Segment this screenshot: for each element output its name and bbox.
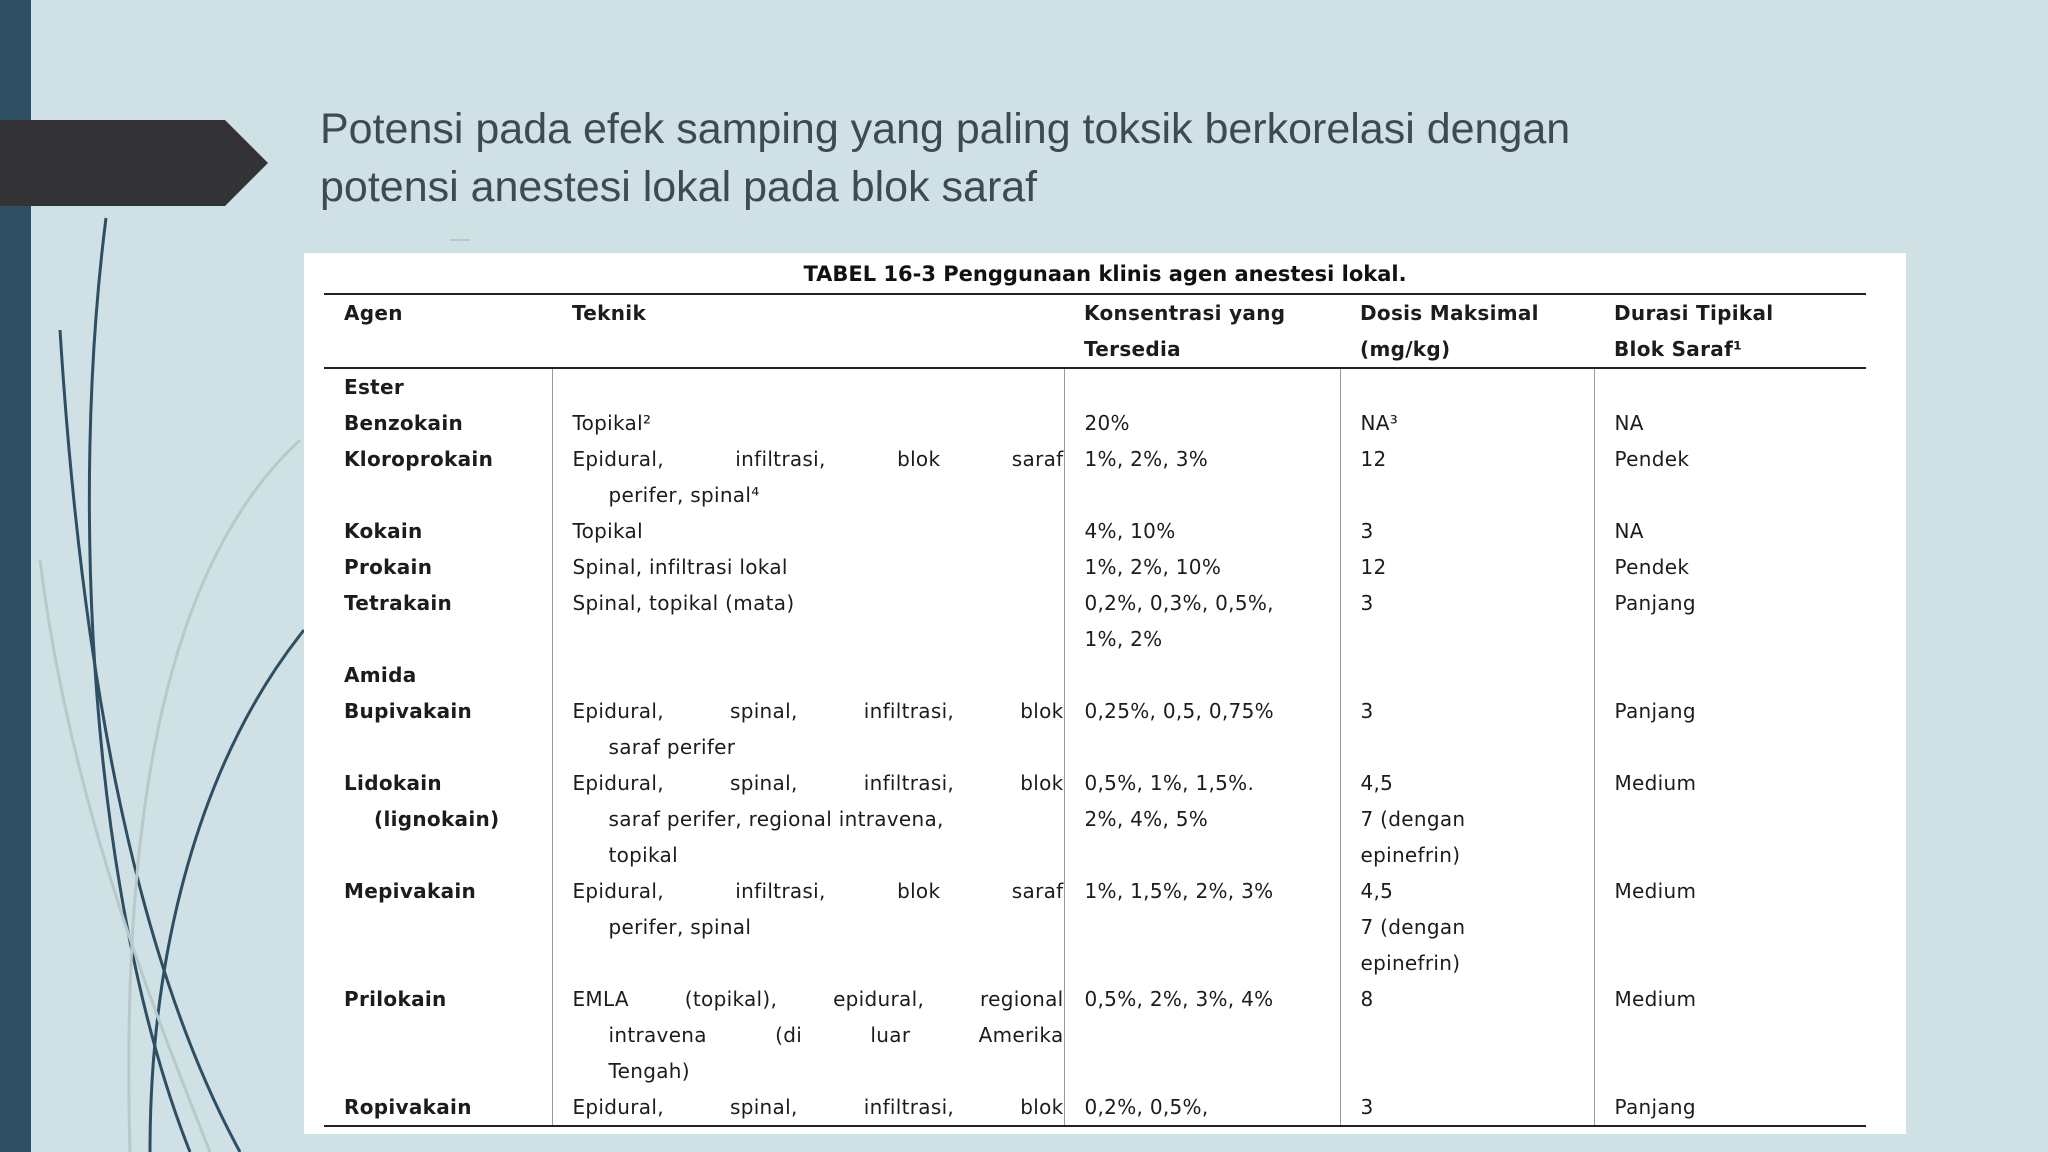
header-duration: Durasi Tipikal Blok Saraf¹ [1614,301,1774,361]
group-row-amide [324,657,1866,693]
slide-title [320,100,1800,216]
anesthetic-table [324,293,1866,1127]
table-image-panel [304,253,1906,1134]
header-max-dose: Dosis Maksimal (mg/kg) [1360,301,1539,361]
header-technique: Teknik [572,301,647,325]
table-row: Ropivakain Epidural, spinal, infiltrasi, blok 0,2%, 0,5%, 3 Panjang [324,1089,1866,1126]
table-row: Mepivakain Epidural, infiltrasi, blok saraf perifer, spinal 1%, 1,5%, 2%, 3% 4,5 7 (dengan epinefrin) Medium [324,873,1866,981]
table-row: Kokain Topikal 4%, 10% 3 NA [324,513,1866,549]
slide-title-line-2: potensi anestesi lokal pada blok saraf [320,163,1038,211]
header-concentration: Konsentrasi yang Tersedia [1084,301,1286,361]
table-row: Prilokain EMLA (topikal), epidural, regional intravena (di luar Amerika Tengah) 0,5%, 2%, 3%, 4% 8 Medium [324,981,1866,1089]
header-agent: Agen [344,301,403,325]
table-row: Prokain Spinal, infiltrasi lokal 1%, 2%, 10% 12 Pendek [324,549,1866,585]
title-arrow-tab [0,120,270,206]
group-row-ester [324,368,1866,405]
slide-title-line-1: Potensi pada efek samping yang paling toksik berkorelasi dengan [320,105,1571,153]
table-row: Tetrakain Spinal, topikal (mata) 0,2%, 0,3%, 0,5%, 1%, 2% 3 Panjang [324,585,1866,657]
table-caption: TABEL 16-3 Penggunaan klinis agen anestesi lokal. [803,262,1407,286]
table-row: Benzokain Topikal² 20% NA³ NA [324,405,1866,441]
table-row: Bupivakain Epidural, spinal, infiltrasi, blok saraf perifer 0,25%, 0,5, 0,75% 3 Panjang [324,693,1866,765]
table-header-row [324,294,1866,368]
table-row: Kloroprokain Epidural, infiltrasi, blok saraf perifer, spinal⁴ 1%, 2%, 3% 12 Pendek [324,441,1866,513]
group-label: Ester [344,375,405,399]
table-row: Lidokain (lignokain) Epidural, spinal, infiltrasi, blok saraf perifer, regional intravena, topikal 0,5%, 1%, 1,5%. 2%, 4%, 5% 4,5 7 (dengan epinefrin) Medium [324,765,1866,873]
group-label: Amida [344,663,417,687]
